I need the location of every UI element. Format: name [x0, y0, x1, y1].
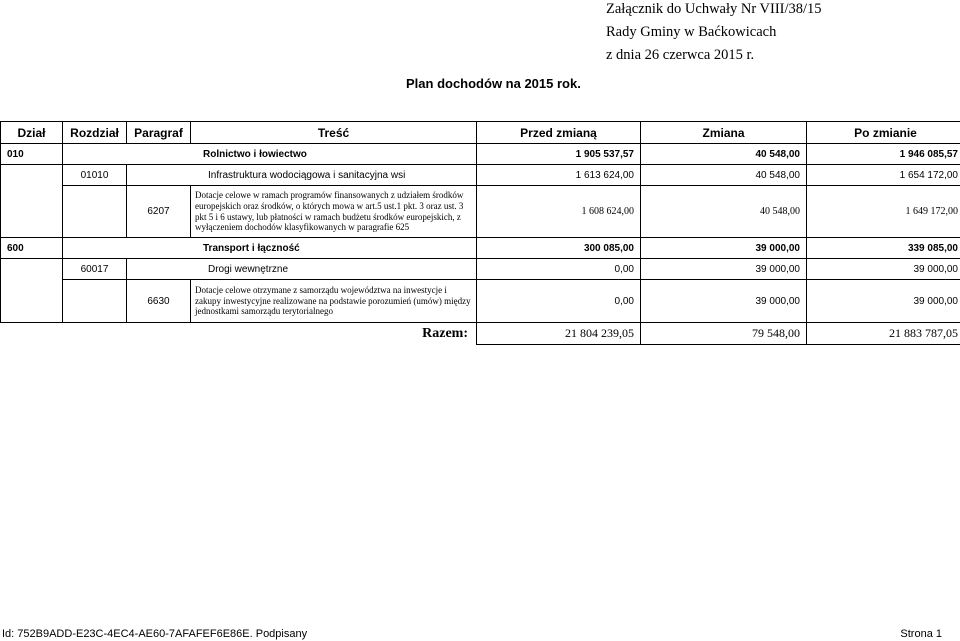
header-line-3: z dnia 26 czerwca 2015 r. [606, 47, 755, 63]
dzial-code: 600 [1, 238, 63, 259]
page-title: Plan dochodów na 2015 rok. [406, 76, 581, 91]
document-id: Id: 752B9ADD-E23C-4EC4-AE60-7AFAFEF6E86E. Podpisany [2, 628, 308, 640]
empty-cell [1, 165, 63, 238]
column-header: Po zmianie [807, 122, 960, 144]
total-po: 21 883 787,05 [807, 323, 960, 345]
paragraf-text: Dotacje celowe w ramach programów finansowanych z udziałem środków europejskich oraz środków, o których mowa w art.5 ust.1 pkt. 3 oraz ust. 3 pkt 5 i 6 ustawy, lub płatności w ramach budżetu środków europejskich, z wyłączeniem dochodów klasyfikowanych w paragrafie 625 [191, 186, 477, 238]
dzial-name: Transport i łączność [63, 238, 477, 259]
value-przed: 1 613 624,00 [477, 165, 641, 186]
rozdzial-code: 01010 [63, 165, 127, 186]
paragraf-row [1, 186, 960, 238]
column-header: Treść [191, 122, 477, 144]
dzial-row [1, 238, 960, 259]
totals-label: Razem: [422, 325, 468, 341]
value-zmiana: 39 000,00 [641, 259, 807, 280]
paragraf-code: 6630 [127, 280, 191, 323]
value-przed: 1 905 537,57 [477, 144, 641, 165]
column-header: Dział [1, 122, 63, 144]
page-number: Strona 1 [900, 628, 942, 640]
value-po: 1 649 172,00 [807, 186, 960, 238]
empty-cell [1, 323, 63, 345]
rozdzial-name: Drogi wewnętrzne [127, 259, 477, 280]
empty-cell [63, 280, 127, 323]
value-po: 1 946 085,57 [807, 144, 960, 165]
column-header: Rozdział [63, 122, 127, 144]
column-header: Przed zmianą [477, 122, 641, 144]
value-zmiana: 40 548,00 [641, 165, 807, 186]
dzial-name: Rolnictwo i łowiectwo [63, 144, 477, 165]
rozdzial-row [1, 165, 960, 186]
empty-cell [1, 259, 63, 323]
table-header-row [1, 122, 960, 144]
header-line-2: Rady Gminy w Baćkowicach [606, 24, 777, 40]
column-header: Zmiana [641, 122, 807, 144]
value-przed: 0,00 [477, 259, 641, 280]
column-header: Paragraf [127, 122, 191, 144]
rozdzial-code: 60017 [63, 259, 127, 280]
rozdzial-name: Infrastruktura wodociągowa i sanitacyjna wsi [127, 165, 477, 186]
rozdzial-row [1, 259, 960, 280]
empty-cell [127, 323, 191, 345]
value-po: 1 654 172,00 [807, 165, 960, 186]
value-zmiana: 40 548,00 [641, 186, 807, 238]
value-przed: 300 085,00 [477, 238, 641, 259]
value-po: 339 085,00 [807, 238, 960, 259]
value-zmiana: 39 000,00 [641, 280, 807, 323]
dzial-row [1, 144, 960, 165]
total-przed: 21 804 239,05 [477, 323, 641, 345]
value-po: 39 000,00 [807, 280, 960, 323]
total-zmiana: 79 548,00 [641, 323, 807, 345]
header-line-1: Załącznik do Uchwały Nr VIII/38/15 [606, 1, 822, 17]
income-plan-table [0, 121, 960, 345]
totals-row [1, 323, 960, 345]
paragraf-row [1, 280, 960, 323]
value-zmiana: 40 548,00 [641, 144, 807, 165]
value-przed: 0,00 [477, 280, 641, 323]
dzial-code: 010 [1, 144, 63, 165]
value-zmiana: 39 000,00 [641, 238, 807, 259]
paragraf-text: Dotacje celowe otrzymane z samorządu województwa na inwestycje i zakupy inwestycyjne realizowane na podstawie porozumień (umów) między jednostkami samorządu terytorialnego [191, 280, 477, 323]
value-przed: 1 608 624,00 [477, 186, 641, 238]
empty-cell [63, 323, 127, 345]
paragraf-code: 6207 [127, 186, 191, 238]
value-po: 39 000,00 [807, 259, 960, 280]
empty-cell [63, 186, 127, 238]
